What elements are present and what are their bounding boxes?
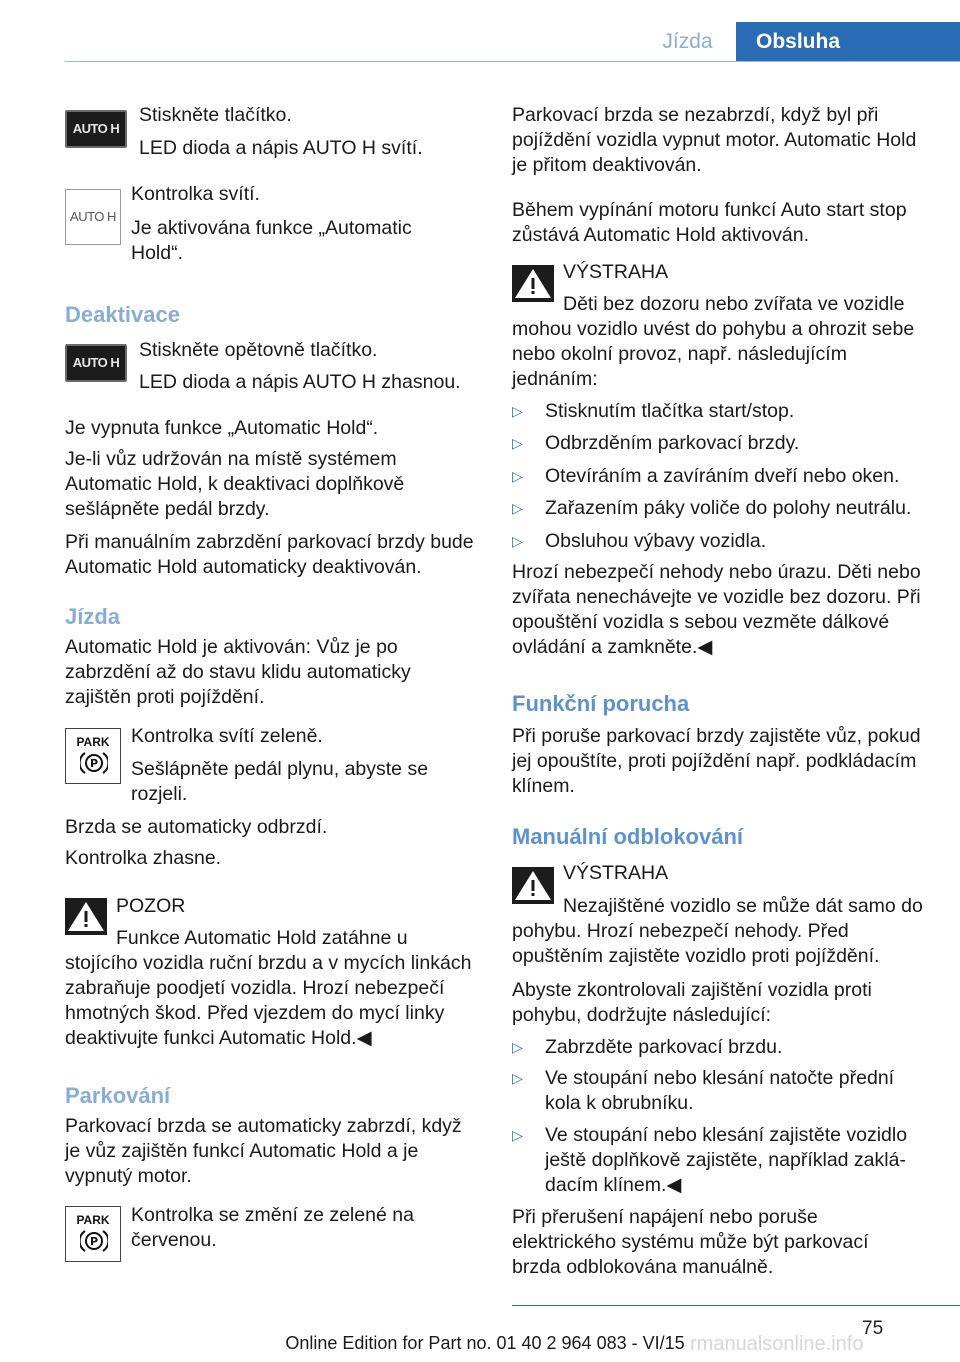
para-porucha: Při poruše parkovací brzdy zajistěte vůz, pokud jej opouštíte, proti pojíždění např. podkládacím klínem. xyxy=(512,725,921,797)
park-pedal-text: Sešlápněte pedál plynu, abyste se rozjeli. xyxy=(131,758,429,805)
heading-funkcni-porucha: Funkční porucha xyxy=(512,691,690,716)
bullet-triangle-icon: ▷ xyxy=(512,468,523,484)
park-icon-2: PARK P xyxy=(65,1206,121,1262)
footer-rule xyxy=(512,1305,960,1306)
caution-text: Funkce Automatic Hold zatáhne u stojícího vozidla ruční brzdu a v mycích linkách zabraňuje poodjetí vozidla. Hrozí nebezpečí hmotných škod. Před vjezdem do mycí linky deaktivujte funkci Automatic Hold.◀ xyxy=(65,927,472,1049)
heading-parkovani: Parkování xyxy=(65,1083,171,1108)
bullet-triangle-icon: ▷ xyxy=(512,1039,523,1055)
step-press-button: Stiskněte tlačítko. xyxy=(139,104,292,126)
bullet-triangle-icon: ▷ xyxy=(512,435,523,451)
indicator-on-desc: Je aktivována funkce „Automatic Hold“. xyxy=(131,217,412,264)
warning-end-text: Hrozí nebezpečí nehody nebo úrazu. Děti nebo zvířata nenechávejte ve vozidle bez dozoru. Při opouštění vozidla s sebou vezměte dálkové ovládání a zamkněte.◀ xyxy=(512,561,921,658)
caution-title: POZOR xyxy=(116,895,186,917)
para-udrzovan: Je-li vůz udržován na místě systémem Automatic Hold, k deaktivaci doplňkově sešlápněte pedál brzdy. xyxy=(65,448,405,520)
para-odbrzdi: Brzda se automaticky odbrzdí. xyxy=(65,816,328,838)
auto-h-indicator-icon: AUTO H xyxy=(65,189,121,245)
heading-manualni-odblokovani: Manuální odblokování xyxy=(512,824,744,849)
page-number: 75 xyxy=(862,1318,884,1339)
auto-h-button-icon-2: AUTO H xyxy=(65,344,127,382)
para-manualni: Při manuálním zabrzdění parkovací brzdy bude Automatic Hold automaticky deaktivován. xyxy=(65,531,474,578)
svg-text:P: P xyxy=(89,1235,99,1248)
warning-title: VÝSTRAHA xyxy=(563,261,669,283)
bullet-triangle-icon: ▷ xyxy=(512,1070,523,1086)
watermark: rmanualsonline.info xyxy=(690,1333,864,1355)
header-rule xyxy=(65,61,960,62)
warning-text: Děti bez dozoru nebo zvířata ve vozidle mohou vozidlo uvést do pohybu a ohrozit sebe nebo okolní provoz, např. následujícím jednáním: xyxy=(512,293,915,390)
deakt-result: LED dioda a nápis AUTO H zhasnou. xyxy=(139,371,461,393)
step-led-on: LED dioda a nápis AUTO H svítí. xyxy=(139,137,423,159)
indicator-on-text: Kontrolka svítí. xyxy=(131,183,260,205)
para-jizda: Automatic Hold je aktivován: Vůz je po zabrzdění až do stavu klidu automaticky zajištěn proti pojíždění. xyxy=(65,636,411,708)
deakt-step: Stiskněte opětovně tlačítko. xyxy=(139,339,378,361)
footer-edition: Online Edition for Part no. 01 40 2 964 083 - VI/15 xyxy=(285,1333,685,1353)
para-abyste: Abyste zkontrolovali zajištění vozidla proti pohybu, dodržujte následující: xyxy=(512,979,872,1026)
warning-title-2: VÝSTRAHA xyxy=(563,862,669,884)
header-tab-obsluha[interactable]: Obsluha xyxy=(736,22,960,62)
bullet-triangle-icon: ▷ xyxy=(512,1127,523,1143)
para-zhasne: Kontrolka zhasne. xyxy=(65,847,222,869)
para-parkovani: Parkovací brzda se automaticky zabrzdí, když je vůz zajištěn funkcí Automatic Hold a je vypnutý motor. xyxy=(65,1115,462,1187)
svg-text:P: P xyxy=(89,757,99,770)
auto-h-button-icon: AUTO H xyxy=(65,110,127,148)
para-auto-start-stop: Během vypínání motoru funkcí Auto start stop zůstává Automatic Hold aktivován. xyxy=(512,199,907,246)
heading-deaktivace: Deaktivace xyxy=(65,302,180,327)
para-preruseni: Při přerušení napájení nebo poruše elektrického systému může být parkovací brzda odblokována manuálně. xyxy=(512,1206,869,1278)
park-red-text: Kontrolka se změní ze zelené na červenou. xyxy=(131,1204,414,1251)
park-green-text: Kontrolka svítí zeleně. xyxy=(131,725,323,747)
bullet-triangle-icon: ▷ xyxy=(512,403,523,419)
heading-jizda: Jízda xyxy=(65,604,121,629)
bullet-triangle-icon: ▷ xyxy=(512,533,523,549)
para-vypnuta: Je vypnuta funkce „Automatic Hold“. xyxy=(65,417,379,439)
bullet-triangle-icon: ▷ xyxy=(512,500,523,516)
para-nezabrzdi: Parkovací brzda se nezabrzdí, když byl při pojíždění vozidla vypnut motor. Automatic Hold je přitom deaktivován. xyxy=(512,104,917,176)
warning-text-2: Nezajištěné vozidlo se může dát samo do pohybu. Hrozí nebezpečí nehody. Před opuštěním zajistěte vozidlo proti pojíždění. xyxy=(512,895,923,967)
park-icon: PARK P xyxy=(65,728,121,784)
header-tab-jizda[interactable]: Jízda xyxy=(662,30,713,53)
